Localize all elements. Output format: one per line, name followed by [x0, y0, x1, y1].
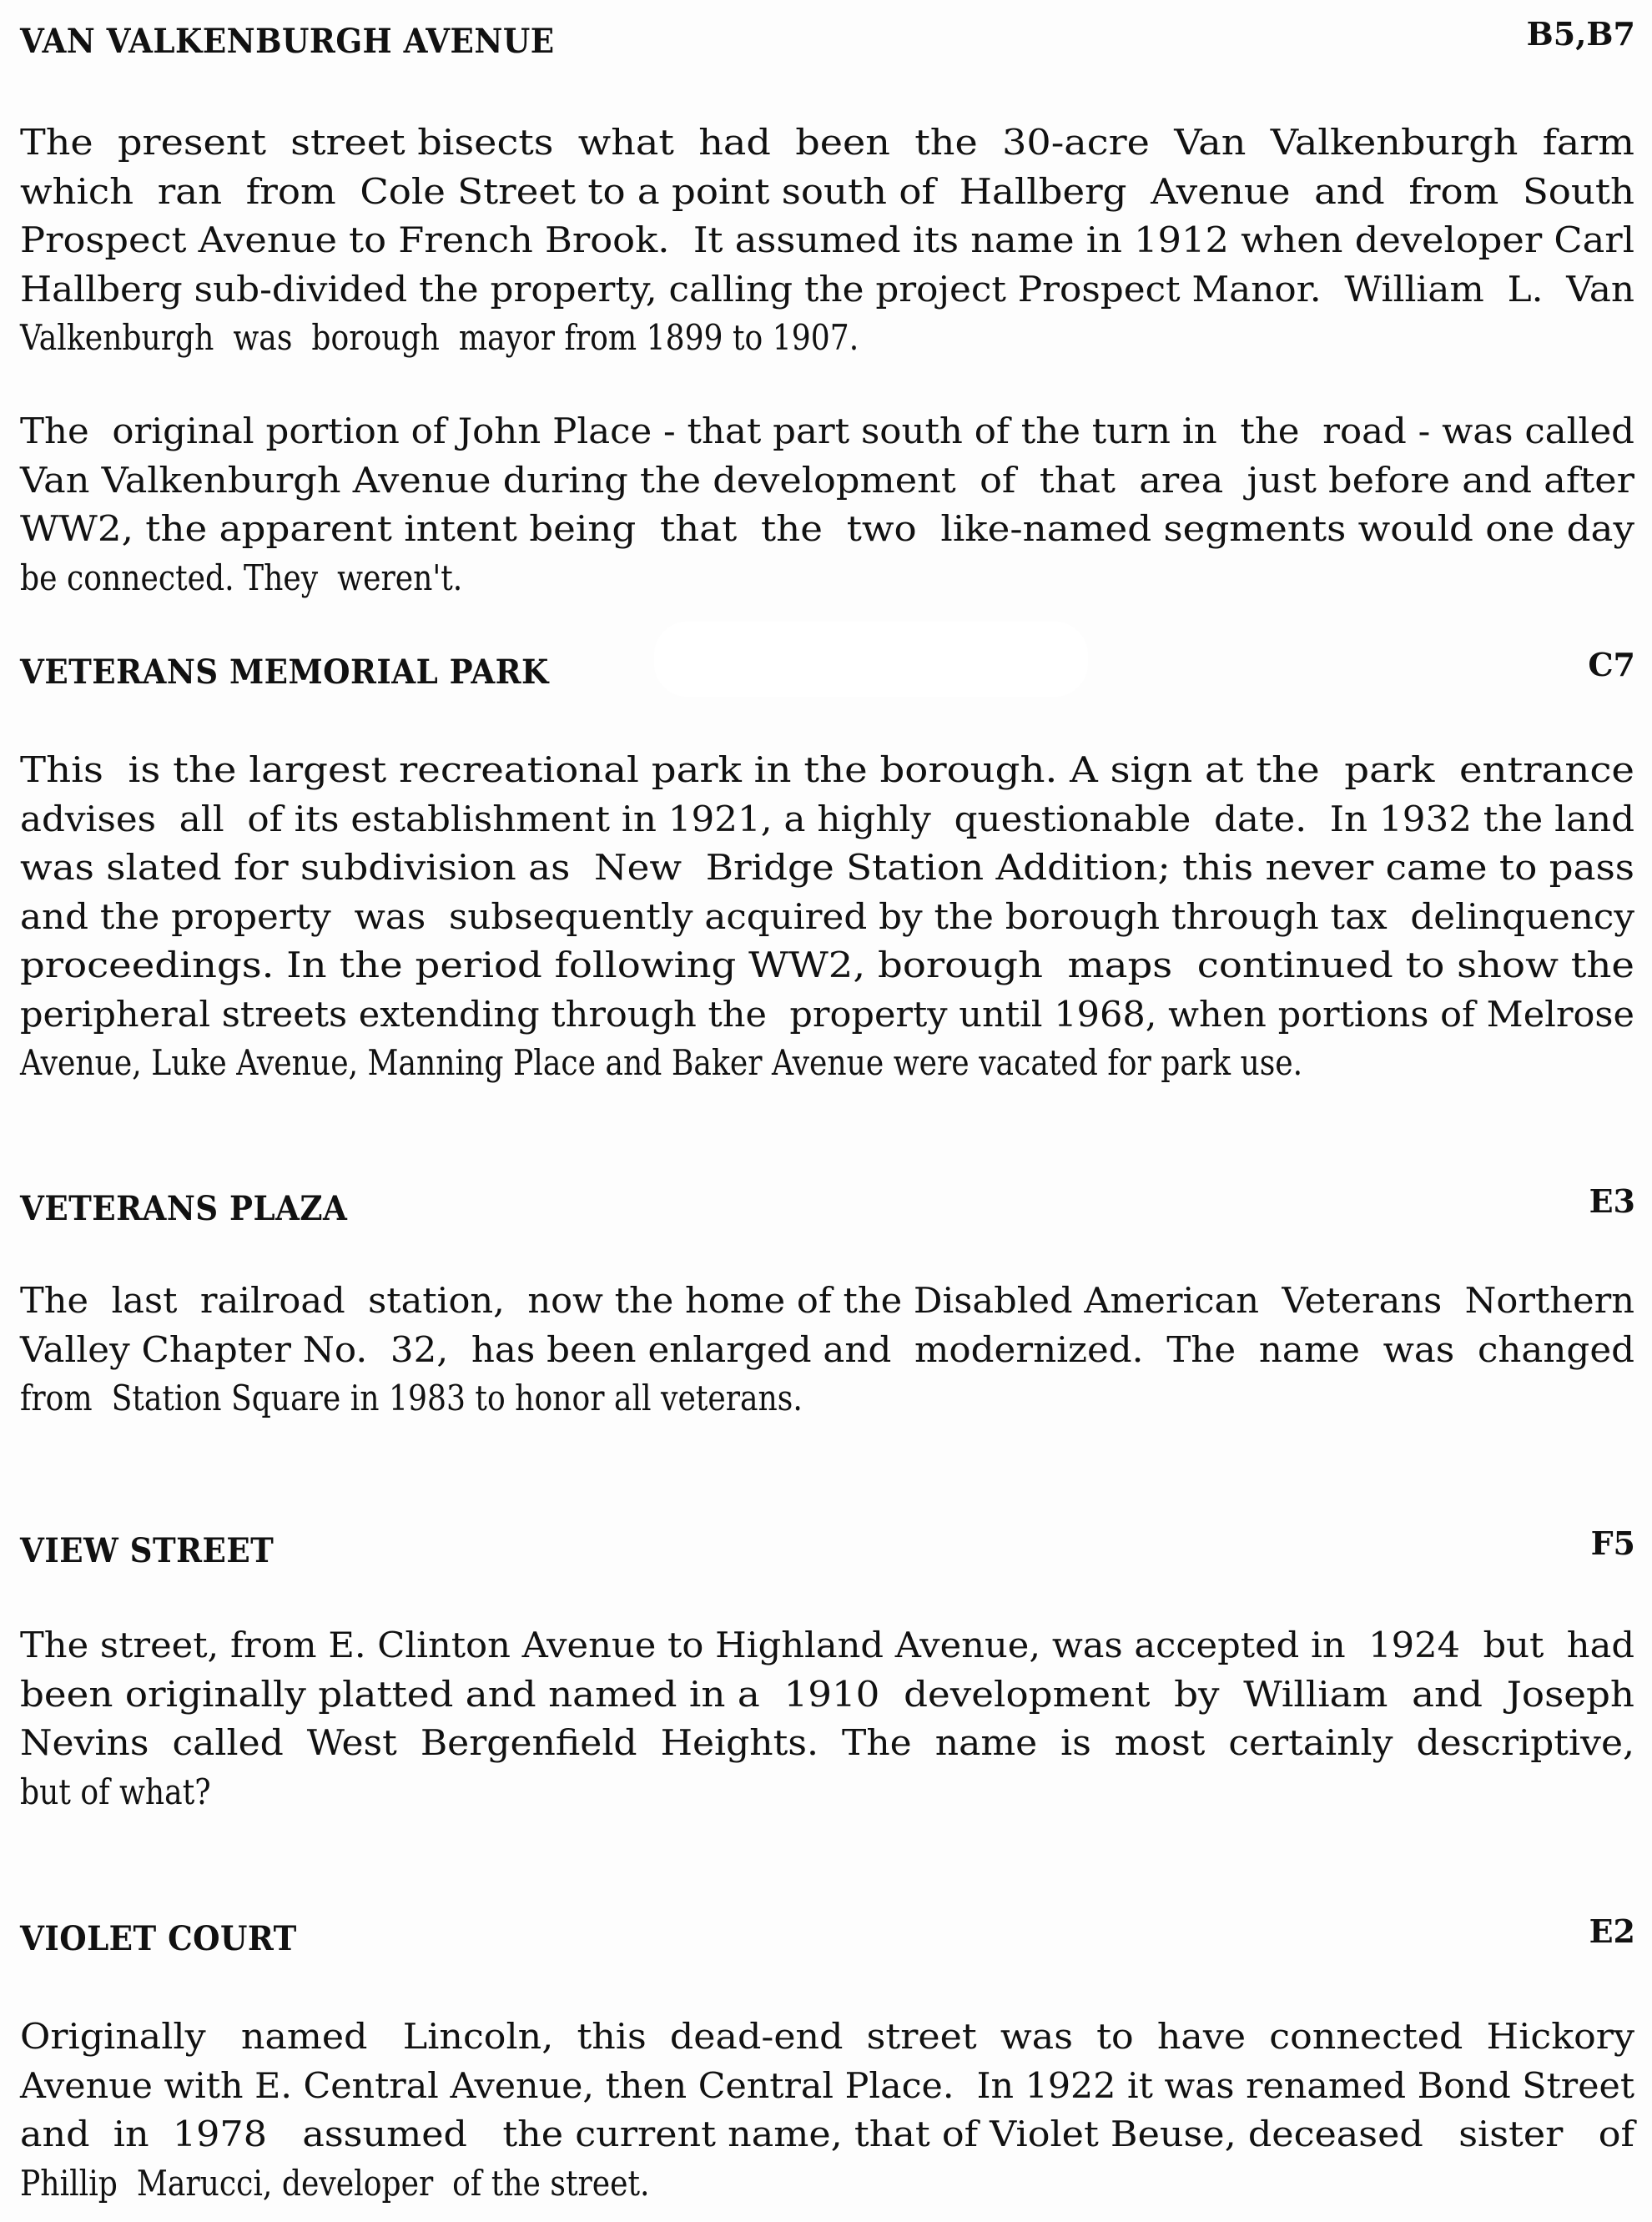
entry-heading-row	[20, 646, 1645, 703]
entry-paragraph	[20, 1621, 1634, 1816]
text-line: from Station Square in 1983 to honor all veterans.	[20, 1378, 803, 1418]
entry-veterans-plaza	[20, 1182, 1645, 1418]
text-line: been originally platted and named in a 1910 development by William and Joseph	[20, 1673, 1634, 1715]
text-line: The last railroad station, now the home of the Disabled American Veterans Northern	[20, 1280, 1634, 1321]
text-line: The original portion of John Place - that part south of the turn in the road - was called	[20, 411, 1634, 451]
grid-reference: C7	[1588, 646, 1635, 683]
entry-heading-row	[20, 1524, 1645, 1581]
entry-paragraph	[20, 2013, 1634, 2208]
entry-title: VIOLET COURT	[20, 1919, 297, 1958]
entry-violet-court	[20, 1912, 1645, 2204]
text-line: WW2, the apparent intent being that the two like-named segments would one day	[20, 508, 1635, 549]
text-line: Prospect Avenue to French Brook. It assumed its name in 1912 when developer Carl	[20, 219, 1634, 260]
text-line: peripheral streets extending through the property until 1968, when portions of Melrose	[20, 993, 1635, 1035]
text-line: Avenue, Luke Avenue, Manning Place and Baker Avenue were vacated for park use.	[20, 1042, 1303, 1083]
entry-heading-row	[20, 15, 1645, 72]
text-line: Originally named Lincoln, this dead-end street was to have connected Hickory	[20, 2016, 1634, 2057]
grid-reference: E2	[1589, 1912, 1635, 1950]
entry-paragraph	[20, 118, 1634, 363]
text-line: but of what?	[20, 1771, 211, 1812]
text-line: Valley Chapter No. 32, has been enlarged and modernized. The name was changed	[20, 1328, 1634, 1370]
entry-paragraph	[20, 1277, 1634, 1423]
text-line: The street, from E. Clinton Avenue to Highland Avenue, was accepted in 1924 but had	[20, 1625, 1634, 1665]
text-line: was slated for subdivision as New Bridge Station Addition; this never came to pass	[20, 847, 1634, 888]
text-line: Valkenburgh was borough mayor from 1899 to 1907.	[20, 317, 859, 358]
entry-heading-row	[20, 1912, 1645, 1969]
grid-reference: B5,B7	[1526, 15, 1635, 53]
text-line: proceedings. In the period following WW2, borough maps continued to show the	[20, 945, 1634, 985]
entry-title: VIEW STREET	[20, 1531, 274, 1570]
grid-reference: F5	[1590, 1524, 1635, 1562]
text-line: which ran from Cole Street to a point south of Hallberg Avenue and from South	[20, 170, 1634, 212]
text-line: The present street bisects what had been the 30-acre Van Valkenburgh farm	[20, 122, 1634, 163]
entry-paragraph	[20, 407, 1634, 602]
entry-title: VETERANS MEMORIAL PARK	[20, 652, 549, 692]
entry-van-valkenburgh-avenue	[20, 15, 1645, 598]
text-line: Phillip Marucci, developer of the street.	[20, 2162, 650, 2204]
text-line: advises all of its establishment in 1921, a highly questionable date. In 1932 the land	[20, 798, 1634, 839]
entry-view-street	[20, 1524, 1645, 1812]
entry-paragraph	[20, 746, 1634, 1088]
text-line: and the property was subsequently acquired by the borough through tax delinquency	[20, 895, 1634, 937]
text-line: Avenue with E. Central Avenue, then Central Place. In 1922 it was renamed Bond Street	[20, 2064, 1634, 2106]
entry-title: VETERANS PLAZA	[20, 1189, 348, 1228]
text-line: Nevins called West Bergenfield Heights. The name is most certainly descriptive,	[20, 1722, 1634, 1763]
entry-veterans-memorial-park	[20, 646, 1645, 1083]
text-line: be connected. They weren't.	[20, 557, 463, 598]
text-line: and in 1978 assumed the current name, that of Violet Beuse, deceased sister of	[20, 2114, 1634, 2154]
grid-reference: E3	[1589, 1182, 1635, 1220]
entry-title: VAN VALKENBURGH AVENUE	[20, 22, 555, 61]
entry-heading-row	[20, 1182, 1645, 1239]
text-line: Van Valkenburgh Avenue during the development of that area just before and after	[20, 459, 1634, 501]
text-line: Hallberg sub-divided the property, calling the project Prospect Manor. William L. Van	[20, 268, 1634, 310]
text-line: This is the largest recreational park in the borough. A sign at the park entrance	[20, 749, 1635, 790]
